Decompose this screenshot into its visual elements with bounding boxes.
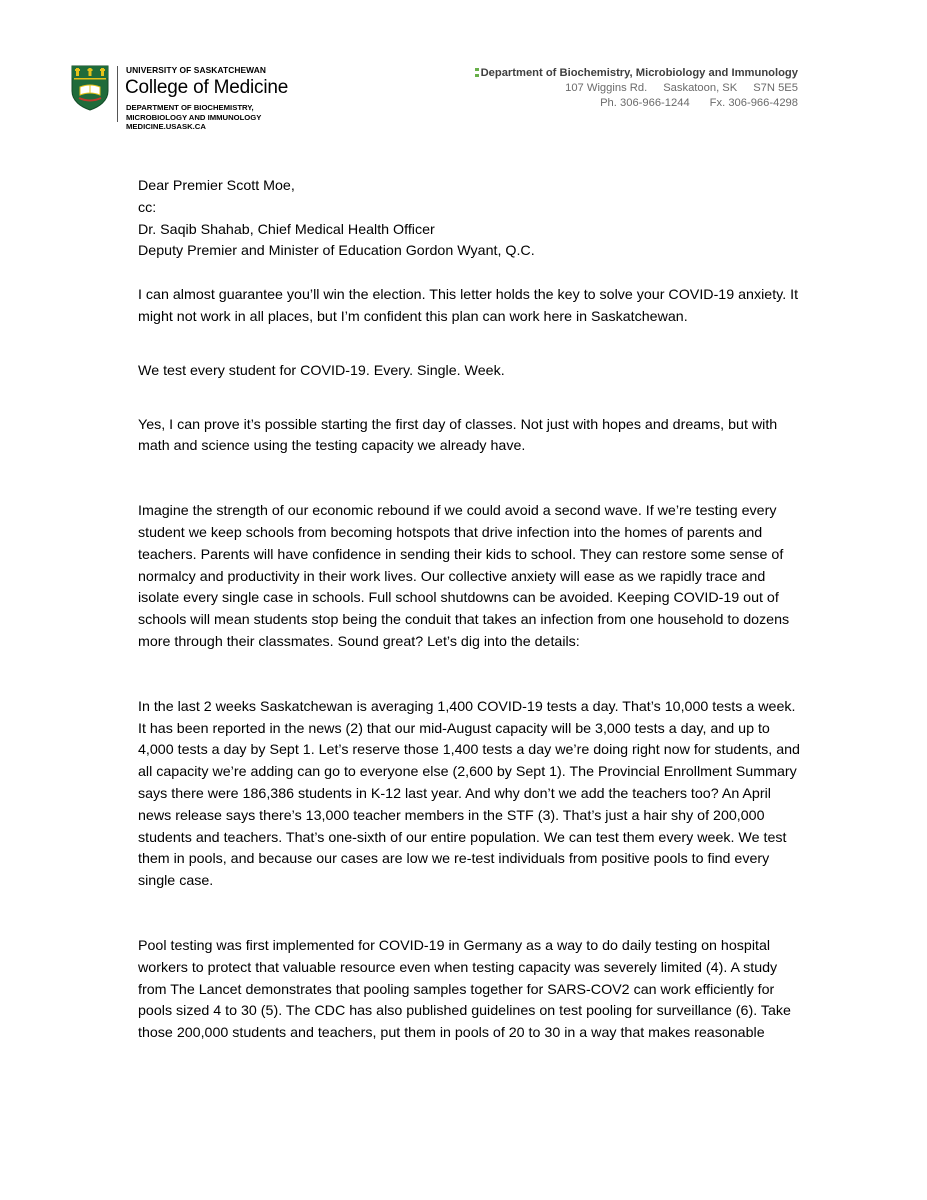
cc-recipient: Dr. Saqib Shahab, Chief Medical Health Officer xyxy=(138,221,435,238)
paragraph: We test every student for COVID-19. Every. Single. Week. xyxy=(138,362,505,379)
letter-body xyxy=(138,176,806,1045)
contact-phone: Ph. 306-966-1244 xyxy=(600,97,690,109)
department-block xyxy=(126,103,261,132)
salutation: Dear Premier Scott Moe, xyxy=(138,178,295,194)
university-name: UNIVERSITY OF SASKATCHEWAN xyxy=(126,65,267,75)
bullet-icon xyxy=(475,68,479,77)
cc-recipient: Deputy Premier and Minister of Education Gordon Wyant, Q.C. xyxy=(138,243,535,260)
department-line: MICROBIOLOGY AND IMMUNOLOGY xyxy=(126,112,262,122)
letterhead-divider xyxy=(117,66,118,122)
address-block xyxy=(138,176,806,263)
contact-fax: Fx. 306-966-4298 xyxy=(709,97,798,109)
university-crest-icon xyxy=(71,65,109,111)
contact-block xyxy=(475,66,798,111)
college-name: College of Medicine xyxy=(125,77,289,98)
contact-street: 107 Wiggins Rd. xyxy=(565,82,648,94)
paragraph: Imagine the strength of our economic rebound if we could avoid a second wave. If we’re testing every student we keep schools from becoming hotspots that drive infection into the homes of parents and teachers. Parents will have confidence in sending their kids to school. They can restore some sense of normalcy and productivity in their work lives. Our collective anxiety will ease as we rapidly trace and isolate every single case in schools. Full school shutdowns can be avoided. Keeping COVID-19 out of schools will mean students stop being the conduit that takes an infection from one household to dozens more through their classmates. Sound great? Let’s dig into the details: xyxy=(138,503,790,650)
paragraph: Yes, I can prove it’s possible starting the first day of classes. Not just with hopes and dreams, but with math and science using the testing capacity we already have. xyxy=(138,416,778,455)
department-line: DEPARTMENT OF BIOCHEMISTRY, xyxy=(126,103,254,112)
paragraph: Pool testing was first implemented for COVID-19 in Germany as a way to do daily testing on hospital workers to protect that valuable resource even when testing capacity was severely limited (4). A study from The Lancet demonstrates that pooling samples together for SARS-COV2 can work efficiently for pools sized 4 to 30 (5). The CDC has also published guidelines on test pooling for surveillance (6). Take those 200,000 students and teachers, put them in pools of 20 to 30 in a way that makes reasonable xyxy=(138,937,791,1042)
paragraph: I can almost guarantee you’ll win the election. This letter holds the key to solve your COVID-19 anxiety. It might not work in all places, but I’m confident this plan can work here in Saskatchewan. xyxy=(138,287,799,325)
contact-postal: S7N 5E5 xyxy=(753,82,798,94)
website-line: MEDICINE.USASK.CA xyxy=(126,122,206,132)
contact-department: Department of Biochemistry, Microbiology and Immunology xyxy=(480,67,798,79)
contact-city: Saskatoon, SK xyxy=(663,82,738,94)
cc-label: cc: xyxy=(138,199,157,216)
paragraph: In the last 2 weeks Saskatchewan is averaging 1,400 COVID-19 tests a day. That’s 10,000 tests a week. It has been reported in the news (2) that our mid-August capacity will be 3,000 tests a day, and up to 4,000 tests a day by Sept 1. Let’s reserve those 1,400 tests a day we’re doing right now for students, and all capacity we’re adding can go to everyone else (2,600 by Sept 1). The Provincial Enrollment Summary says there were 186,386 students in K-12 last year. And why don’t we add the teachers too? An April news release says there’s 13,000 teacher members in the STF (3). That’s just a hair shy of 200,000 students and teachers. That’s one-sixth of our entire population. We can test them every week. We test them in pools, and because our cases are low we re-test individuals from positive pools to find every single case. xyxy=(138,698,800,890)
